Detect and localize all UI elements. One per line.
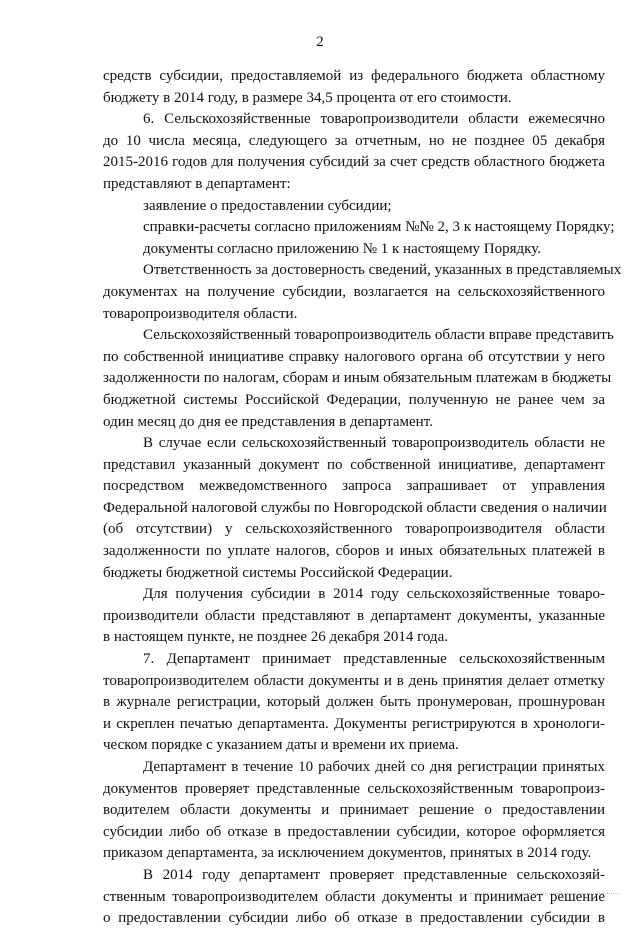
paragraph	[103, 757, 605, 865]
text-line: бюджетной системы Российской Федерации, полученную не ранее чем за	[103, 391, 605, 408]
paragraph	[103, 325, 614, 433]
text-line: 7. Департамент принимает представленные сельскохозяйственным	[143, 651, 605, 668]
text-line: Федеральной налоговой службы по Новгородской области сведения о наличии	[103, 499, 607, 516]
text-line: приказом департамента, за исключением документов, принятых в 2014 году.	[103, 845, 592, 862]
text-line: бюджеты бюджетной системы Российской Федерации.	[103, 564, 453, 581]
text-line: представляют в департамент:	[103, 175, 291, 192]
text-line: представил указанный документ по собственной инициативе, департамент	[103, 456, 605, 473]
text-line: В 2014 году департамент проверяет представленные сельскохозяй-	[143, 866, 605, 883]
text-line: товаропроизводителя области.	[103, 305, 298, 322]
text-line: 2015-2016 годов для получения субсидий за счет средств областного бюджета	[103, 154, 605, 171]
text-line: заявление о предоставлении субсидии;	[143, 197, 392, 214]
text-line: Сельскохозяйственный товаропроизводитель области вправе представить	[143, 327, 614, 344]
text-line: до 10 числа месяца, следующего за отчетным, но не позднее 05 декабря	[103, 132, 605, 149]
text-line: 6. Сельскохозяйственные товаропроизводители области ежемесячно	[143, 111, 605, 128]
footer-dotted-rule	[470, 893, 620, 895]
text-line: (об отсутствии) у сельскохозяйственного товаропроизводителя области	[103, 521, 605, 538]
text-line: товаропроизводителем области документы и в день принятия делает отметку	[103, 672, 605, 689]
document-body	[103, 66, 622, 930]
text-line: производители области представляют в департамент документы, указанные	[103, 607, 605, 624]
paragraph	[103, 109, 605, 195]
text-line: Для получения субсидии в 2014 году сельскохозяйственные товаро-	[143, 586, 605, 603]
paragraph	[103, 196, 605, 218]
paragraph	[103, 649, 605, 757]
paragraph	[103, 865, 605, 930]
text-line: документах на получение субсидии, возлагается на сельскохозяйственного	[103, 283, 605, 300]
text-line: документов проверяет представленные сельскохозяйственным товаропроиз-	[103, 780, 605, 797]
text-line: Ответственность за достоверность сведений, указанных в представляемых	[143, 262, 622, 279]
text-line: средств субсидии, предоставляемой из федерального бюджета областному	[103, 68, 605, 84]
paragraph	[103, 66, 605, 109]
text-line: посредством межведомственного запроса запрашивает от управления	[103, 478, 605, 495]
text-line: Департамент в течение 10 рабочих дней со дня регистрации принятых	[143, 759, 605, 775]
text-line: задолженности по уплате налогов, сборов и иных обязательных платежей в	[103, 543, 605, 560]
text-line: в настоящем пункте, не позднее 26 декабря 2014 года.	[103, 629, 448, 646]
text-line: один месяц до дня ее представления в департамент.	[103, 413, 433, 430]
text-line: и скреплен печатью департамента. Документы регистрируются в хронологи-	[103, 715, 605, 732]
text-line: ческом порядке с указанием даты и времени их приема.	[103, 737, 459, 754]
paragraph	[103, 584, 605, 649]
text-line: по собственной инициативе справку налогового органа об отсутствии у него	[103, 348, 605, 365]
text-line: в журнале регистрации, который должен быть пронумерован, прошнурован	[103, 694, 605, 711]
page-number: 2	[316, 34, 324, 50]
text-line: В случае если сельскохозяйственный товаропроизводитель области не	[143, 435, 605, 452]
text-line: водителем области документы и принимает решение о предоставлении	[103, 802, 605, 819]
paragraph	[103, 260, 622, 325]
text-line: ственным товаропроизводителем области документы и принимает решение	[103, 888, 605, 905]
text-line: справки-расчеты согласно приложениям №№ 2, 3 к настоящему Порядку;	[143, 219, 615, 236]
paragraph	[103, 433, 605, 584]
text-line: бюджету в 2014 году, в размере 34,5 процента от его стоимости.	[103, 89, 512, 106]
paragraph	[103, 217, 615, 239]
text-line: субсидии либо об отказе в предоставлении субсидии, которое оформляется	[103, 823, 605, 840]
text-line: задолженности по налогам, сборам и иным обязательным платежам в бюджеты	[103, 370, 612, 387]
text-line: документы согласно приложению № 1 к настоящему Порядку.	[143, 240, 541, 257]
paragraph	[103, 239, 605, 261]
text-line: о предоставлении субсидии либо об отказе в предоставлении субсидии в	[103, 910, 605, 927]
